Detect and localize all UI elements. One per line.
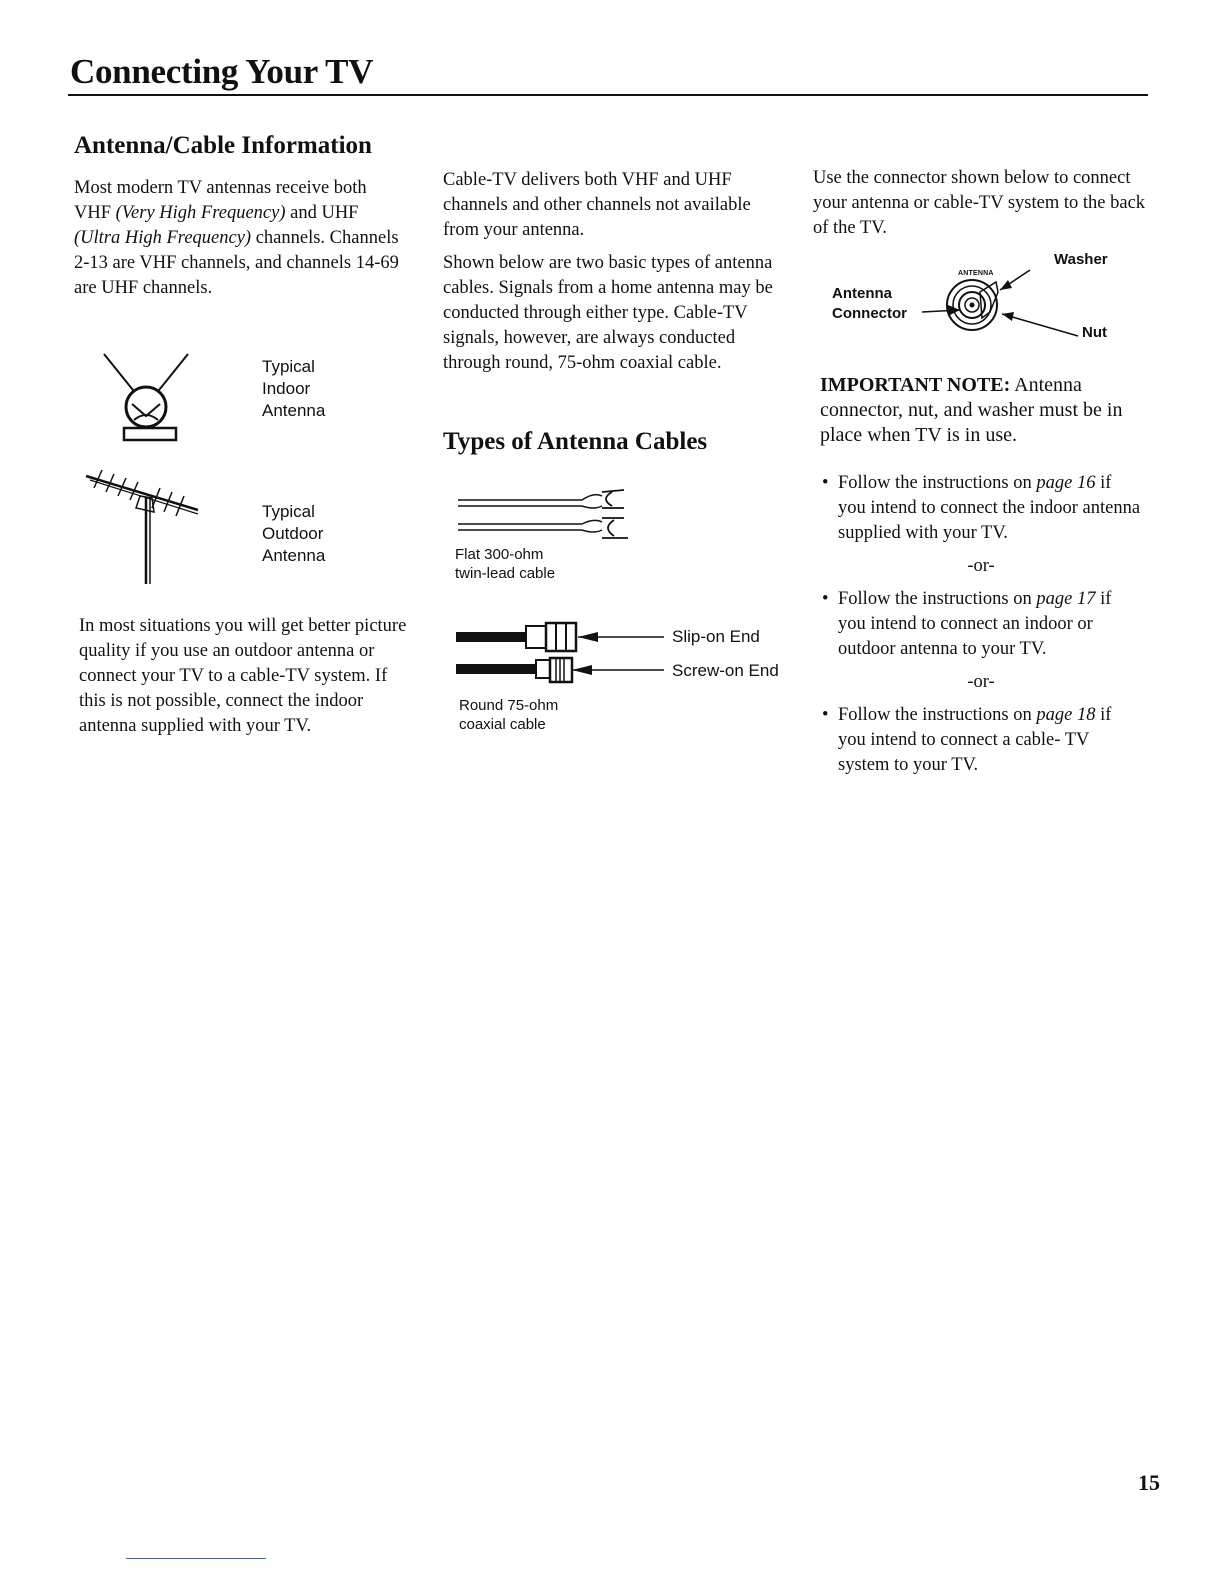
intro-text-1: Most modern TV antennas receive both VHF: [74, 178, 367, 223]
coaxial-cable-illustration: [452, 618, 672, 688]
indoor-caption-line: Indoor: [262, 379, 311, 398]
or-separator: -or-: [967, 672, 995, 692]
indoor-antenna-illustration: [96, 350, 196, 446]
title-rule: [68, 94, 1148, 96]
page-reference: page 16: [1036, 473, 1096, 493]
important-note-text: Antenna connector, nut, and washer must be in place when TV is in use.: [820, 374, 1123, 446]
connector-label-line: Connector: [832, 305, 907, 322]
connector-intro-paragraph: Use the connector shown below to connect your antenna or cable-TV system to the back of the TV.: [813, 168, 1146, 238]
bullet-text: if you intend to connect an indoor or outdoor antenna to your TV.: [838, 589, 1112, 659]
important-note-heading: IMPORTANT NOTE:: [820, 374, 1011, 396]
antenna-tag-label: ANTENNA: [958, 270, 994, 277]
or-separator: -or-: [967, 556, 995, 576]
intro-text-2: and UHF: [285, 203, 359, 223]
twin-lead-caption-line: twin-lead cable: [455, 565, 556, 582]
outdoor-antenna-illustration: [80, 468, 210, 588]
section-heading-cable-types: Types of Antenna Cables: [443, 428, 708, 455]
nut-label: Nut: [1082, 324, 1107, 341]
section-heading-antenna-cable: Antenna/Cable Information: [74, 132, 372, 159]
page-number: 15: [1138, 1470, 1160, 1495]
cable-types-paragraph: Shown below are two basic types of antenna cables. Signals from a home antenna may be conducted through either type. Cable-TV signals, however, are always conducted through round, 75-ohm coaxial cable.: [443, 253, 773, 373]
antenna-intro-paragraph: [74, 176, 404, 301]
cable-tv-paragraph: Cable-TV delivers both VHF and UHF channels and other channels not available from your antenna.: [443, 170, 751, 240]
outdoor-caption-line: Antenna: [262, 546, 326, 565]
list-item: [820, 471, 1142, 546]
page-reference: page 17: [1036, 589, 1096, 609]
intro-text-3: channels. Channels 2-13 are VHF channels, and channels 14-69 are UHF channels.: [74, 228, 399, 298]
antenna-connector-label: [832, 284, 907, 324]
bullet-text: Follow the instructions on: [838, 473, 1037, 493]
list-item: [820, 703, 1142, 778]
twin-lead-cable-illustration: [452, 482, 642, 552]
twin-lead-caption-line: Flat 300-ohm: [455, 546, 544, 563]
screw-on-end-label: Screw-on End: [672, 661, 779, 680]
washer-label: Washer: [1054, 251, 1108, 268]
intro-uhf-term: (Ultra High Frequency): [74, 228, 252, 248]
indoor-antenna-caption: [262, 356, 325, 422]
indoor-caption-line: Typical: [262, 357, 315, 376]
indoor-caption-line: Antenna: [262, 401, 326, 420]
bullet-text: Follow the instructions on: [838, 705, 1037, 725]
closing-paragraph: In most situations you will get better picture quality if you use an outdoor antenna or connect your TV to a cable-TV system. If this is not possible, connect the indoor antenna supplied with your TV.: [79, 616, 407, 736]
bullet-text: Follow the instructions on: [838, 589, 1037, 609]
twin-lead-caption: [455, 545, 555, 583]
intro-vhf-term: (Very High Frequency): [115, 203, 286, 223]
coaxial-caption-line: Round 75-ohm: [459, 697, 559, 714]
bullet-text: if you intend to connect the indoor antenna supplied with your TV.: [838, 473, 1141, 543]
outdoor-antenna-caption: [262, 501, 325, 567]
coaxial-caption-line: coaxial cable: [459, 716, 546, 733]
instruction-list: [820, 471, 1142, 786]
cable-tv-column: [443, 168, 788, 384]
list-item: [820, 587, 1142, 662]
footer-rule: [126, 1558, 266, 1559]
outdoor-caption-line: Outdoor: [262, 524, 324, 543]
page-reference: page 18: [1036, 705, 1096, 725]
coaxial-caption: [459, 696, 558, 734]
slip-on-end-label: Slip-on End: [672, 627, 760, 646]
bullet-text: if you intend to connect a cable- TV system to your TV.: [838, 705, 1112, 775]
important-note: [820, 373, 1150, 448]
outdoor-caption-line: Typical: [262, 502, 315, 521]
page-title: Connecting Your TV: [70, 52, 374, 91]
connector-label-line: Antenna: [832, 285, 892, 302]
